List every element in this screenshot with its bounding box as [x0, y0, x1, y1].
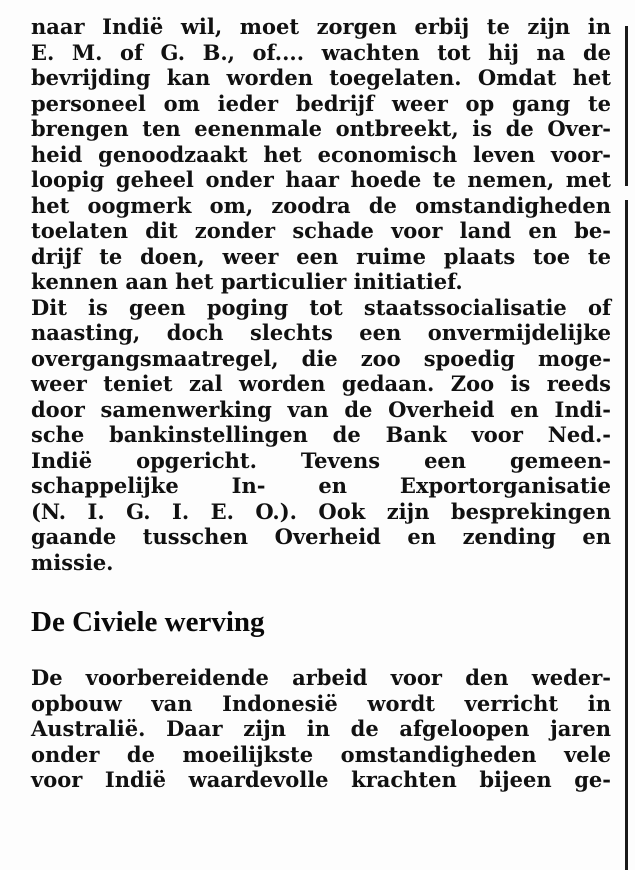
text-line: onder de moeilijkste omstandigheden vele [31, 741, 611, 767]
text-line: brengen ten eenenmale ontbreekt, is de Over- [31, 116, 611, 141]
text-line: missie. [31, 549, 114, 575]
text-line: heid genoodzaakt het economisch leven voor- [31, 141, 611, 167]
text-line: het oogmerk om, zoodra de omstandigheden [31, 192, 611, 218]
text-line: personeel om ieder bedrijf weer op gang te [31, 90, 611, 116]
text-line: gaande tusschen Overheid en zending en [31, 524, 611, 549]
section-heading: De Civiele werving [31, 606, 265, 638]
text-line: toelaten dit zonder schade voor land en be- [31, 218, 611, 243]
article-column [31, 14, 611, 793]
column-rule-bottom [625, 200, 628, 870]
text-line: door samenwerking van de Overheid en Indi- [31, 396, 611, 422]
text-line: kennen aan het particulier initiatief. [31, 269, 463, 294]
text-line: Dit is geen poging tot staatssocialisatie of [31, 294, 611, 320]
text-line: overgangsmaatregel, die zoo spoedig moge- [31, 345, 611, 371]
text-line: drijf te doen, weer een ruime plaats toe te [31, 243, 611, 269]
text-line: (N. I. G. I. E. O.). Ook zijn besprekingen [31, 498, 611, 524]
text-line: voor Indië waardevolle krachten bijeen ge- [31, 767, 611, 792]
paragraph-3 [31, 665, 611, 793]
paragraph-2 [31, 295, 611, 576]
text-line: naar Indië wil, moet zorgen erbij te zijn in [31, 14, 611, 39]
text-line: opbouw van Indonesië wordt verricht in [31, 690, 611, 716]
text-line: Indië opgericht. Tevens een gemeen- [31, 447, 611, 473]
text-line: naasting, doch slechts een onvermijdelijke [31, 320, 611, 345]
column-rule-top [625, 26, 628, 186]
text-line: schappelijke In- en Exportorganisatie [31, 473, 611, 498]
text-line: Australië. Daar zijn in de afgeloopen jaren [31, 716, 611, 741]
text-line: loopig geheel onder haar hoede te nemen, met [31, 167, 611, 192]
text-line: De voorbereidende arbeid voor den weder- [31, 665, 611, 690]
paragraph-1 [31, 14, 611, 295]
text-line: E. M. of G. B., of.... wachten tot hij na de [31, 39, 611, 65]
text-line: weer teniet zal worden gedaan. Zoo is reeds [31, 371, 611, 396]
text-line: bevrijding kan worden toegelaten. Omdat het [31, 65, 611, 90]
text-line: sche bankinstellingen de Bank voor Ned.- [31, 422, 611, 447]
